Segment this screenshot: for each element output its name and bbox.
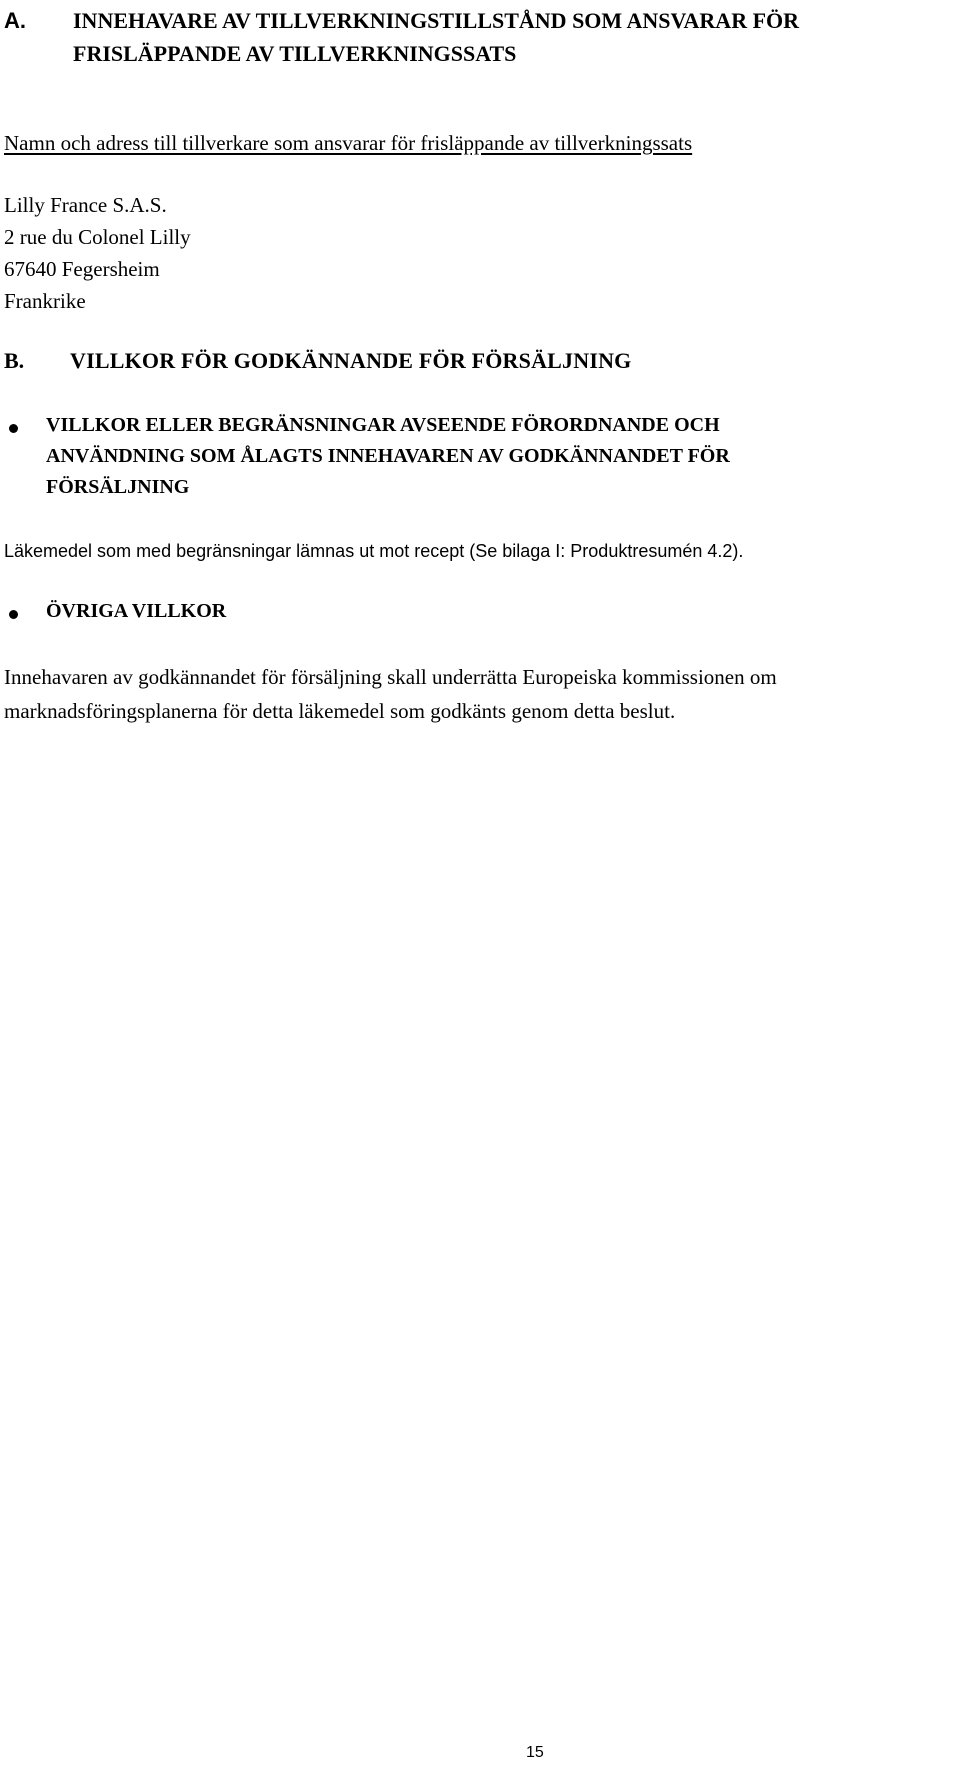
conditions-title-line: FÖRSÄLJNING [46, 476, 190, 498]
section-b-title: VILLKOR FÖR GODKÄNNANDE FÖR FÖRSÄLJNING [70, 348, 632, 373]
address-line: Lilly France S.A.S. [4, 193, 167, 217]
address-line: 67640 Fegersheim [4, 257, 160, 281]
conditions-title-line: ANVÄNDNING SOM ÅLAGTS INNEHAVAREN AV GODKÄNNANDET FÖR [46, 445, 730, 467]
other-conditions-line: Innehavaren av godkännandet för försäljning skall underrätta Europeiska kommissionen om [4, 665, 777, 689]
conditions-title [46, 410, 956, 503]
address-line: Frankrike [4, 289, 86, 313]
bullet-icon [9, 610, 18, 619]
section-a-letter: A. [4, 8, 26, 33]
section-b-letter: B. [4, 348, 25, 373]
prescription-conditions-text: Läkemedel som med begränsningar lämnas ut mot recept (Se bilaga I: Produktresumén 4.2). [4, 541, 744, 561]
bullet-icon [9, 424, 18, 433]
address-line: 2 rue du Colonel Lilly [4, 225, 191, 249]
other-conditions-line: marknadsföringsplanerna för detta läkemedel som godkänts genom detta beslut. [4, 699, 676, 723]
manufacturer-address [4, 189, 191, 317]
section-a-title-line: INNEHAVARE AV TILLVERKNINGSTILLSTÅND SOM ANSVARAR FÖR [73, 8, 800, 33]
section-a-title [73, 4, 799, 70]
page-number: 15 [526, 1744, 544, 1761]
other-conditions-title: ÖVRIGA VILLKOR [46, 600, 227, 622]
conditions-title-line: VILLKOR ELLER BEGRÄNSNINGAR AVSEENDE FÖRORDNANDE OCH [46, 414, 720, 436]
manufacturer-address-heading: Namn och adress till tillverkare som ansvarar för frisläppande av tillverkningssats [4, 131, 693, 155]
other-conditions-text [4, 660, 954, 728]
section-a-title-line: FRISLÄPPANDE AV TILLVERKNINGSSATS [73, 41, 517, 66]
